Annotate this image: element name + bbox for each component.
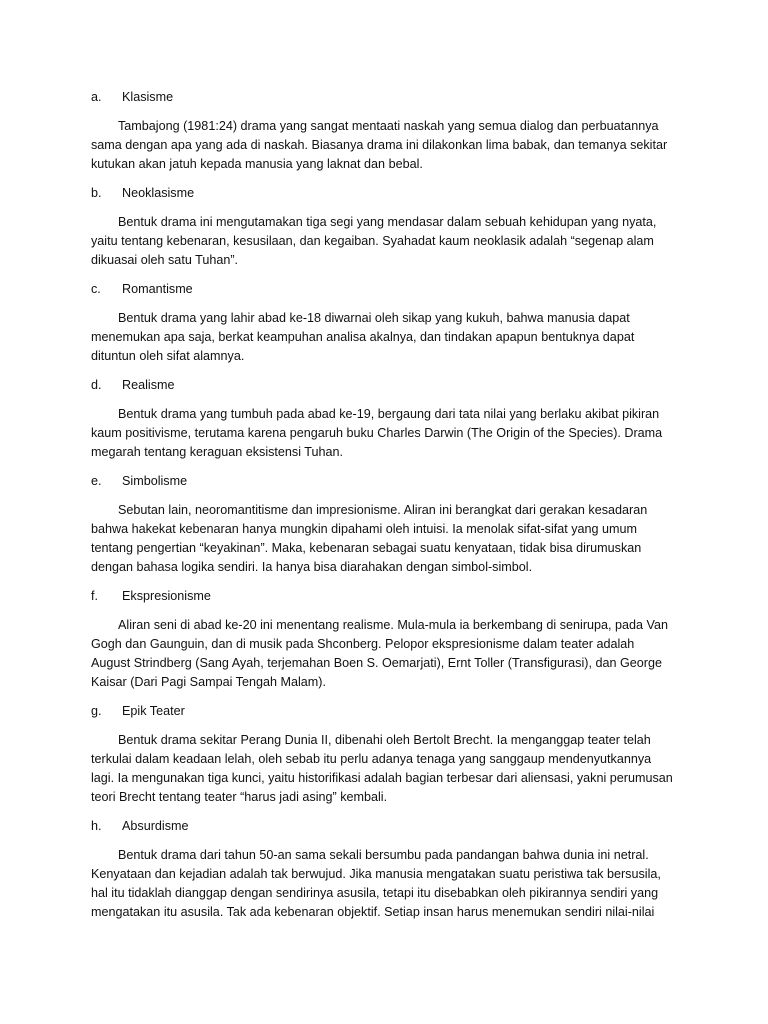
section-title: Epik Teater bbox=[122, 704, 185, 718]
section-title: Romantisme bbox=[122, 282, 193, 296]
section-heading bbox=[91, 472, 673, 490]
section-letter: a. bbox=[91, 90, 102, 104]
section-letter: b. bbox=[91, 186, 102, 200]
section-paragraph: Bentuk drama dari tahun 50-an sama sekali bersumbu pada pandangan bahwa dunia ini netral. Kenyataan dan kejadian adalah tak berwujud. Jika manusia mengatakan suatu peristiwa tak bersusila, hal itu tidaklah dianggap dengan sendirinya asusila, tetapi itu disebabkan oleh pikirannya sendiri yang mengatakan itu asusila. Tak ada kebenaran objektif. Setiap insan harus menemukan sendiri nilai-nilai bbox=[91, 848, 661, 919]
section-paragraph: Bentuk drama yang tumbuh pada abad ke-19, bergaung dari tata nilai yang berlaku akibat pikiran kaum positivisme, terutama karena pengaruh buku Charles Darwin (The Origin of the Species). Drama megarah tentang keraguan eksistensi Tuhan. bbox=[91, 407, 663, 459]
section-title: Realisme bbox=[122, 378, 175, 392]
section-ekspresionisme bbox=[91, 587, 673, 692]
section-romantisme bbox=[91, 280, 673, 366]
section-title: Absurdisme bbox=[122, 819, 189, 833]
section-heading bbox=[91, 702, 673, 720]
section-simbolisme bbox=[91, 472, 673, 577]
document-body bbox=[91, 88, 673, 932]
section-realisme bbox=[91, 376, 673, 462]
section-letter: e. bbox=[91, 474, 102, 488]
section-heading bbox=[91, 817, 673, 835]
section-letter: d. bbox=[91, 378, 102, 392]
section-neoklasisme bbox=[91, 184, 673, 270]
section-heading bbox=[91, 376, 673, 394]
section-title: Simbolisme bbox=[122, 474, 188, 488]
section-title: Klasisme bbox=[122, 90, 174, 104]
section-title: Ekspresionisme bbox=[122, 589, 211, 603]
section-heading bbox=[91, 587, 673, 605]
section-title: Neoklasisme bbox=[122, 186, 195, 200]
section-heading bbox=[91, 280, 673, 298]
section-letter: h. bbox=[91, 819, 102, 833]
section-paragraph: Aliran seni di abad ke-20 ini menentang realisme. Mula-mula ia berkembang di senirupa, pada Van Gogh dan Gaunguin, dan di musik pada Shconberg. Pelopor ekspresionisme dalam teater adalah August Strindberg (Sang Ayah, terjemahan Boen S. Oemarjati), Ernt Toller (Transfigurasi), dan George Kaisar (Dari Pagi Sampai Tengah Malam). bbox=[91, 618, 669, 689]
section-absurdisme bbox=[91, 817, 673, 922]
section-heading bbox=[91, 184, 673, 202]
section-letter: g. bbox=[91, 704, 102, 718]
section-letter: f. bbox=[91, 589, 98, 603]
section-epik-teater bbox=[91, 702, 673, 807]
section-heading bbox=[91, 88, 673, 106]
section-paragraph: Tambajong (1981:24) drama yang sangat mentaati naskah yang semua dialog dan perbuatannya sama dengan apa yang ada di naskah. Biasanya drama ini dilakonkan lima babak, dan temanya sekitar kutukan akan jatuh kepada manusia yang laknat dan bebal. bbox=[91, 119, 668, 171]
section-paragraph: Bentuk drama sekitar Perang Dunia II, dibenahi oleh Bertolt Brecht. Ia menganggap teater telah terkulai dalam keadaan lelah, oleh sebab itu perlu adanya tenaga yang sanggaup mendenyutkannya lagi. Ia mengunakan tiga kunci, yaitu historifikasi adalah bagian terbesar dari aliensasi, yakni perumusan teori Brecht tentang teater “harus jadi asing” kembali. bbox=[91, 733, 673, 804]
section-paragraph: Bentuk drama ini mengutamakan tiga segi yang mendasar dalam sebuah kehidupan yang nyata, yaitu tentang kebenaran, kesusilaan, dan kegaiban. Syahadat kaum neoklasik adalah “segenap alam dikuasai oleh satu Tuhan”. bbox=[91, 215, 657, 267]
section-klasisme bbox=[91, 88, 673, 174]
section-letter: c. bbox=[91, 282, 101, 296]
section-paragraph: Bentuk drama yang lahir abad ke-18 diwarnai oleh sikap yang kukuh, bahwa manusia dapat menemukan apa saja, berkat keampuhan analisa akalnya, dan tindakan apapun bentuknya dapat dituntun oleh sifat alamnya. bbox=[91, 311, 635, 363]
section-paragraph: Sebutan lain, neoromantitisme dan impresionisme. Aliran ini berangkat dari gerakan kesadaran bahwa hakekat kebenaran hanya mungkin dipahami oleh intuisi. Ia menolak sifat-sifat yang umum tentang pengertian “keyakinan”. Maka, kebenaran sebagai suatu kenyataan, tidak bisa dirumuskan dengan bahasa logika sendiri. Ia hanya bisa diarahakan dengan simbol-simbol. bbox=[91, 503, 648, 574]
